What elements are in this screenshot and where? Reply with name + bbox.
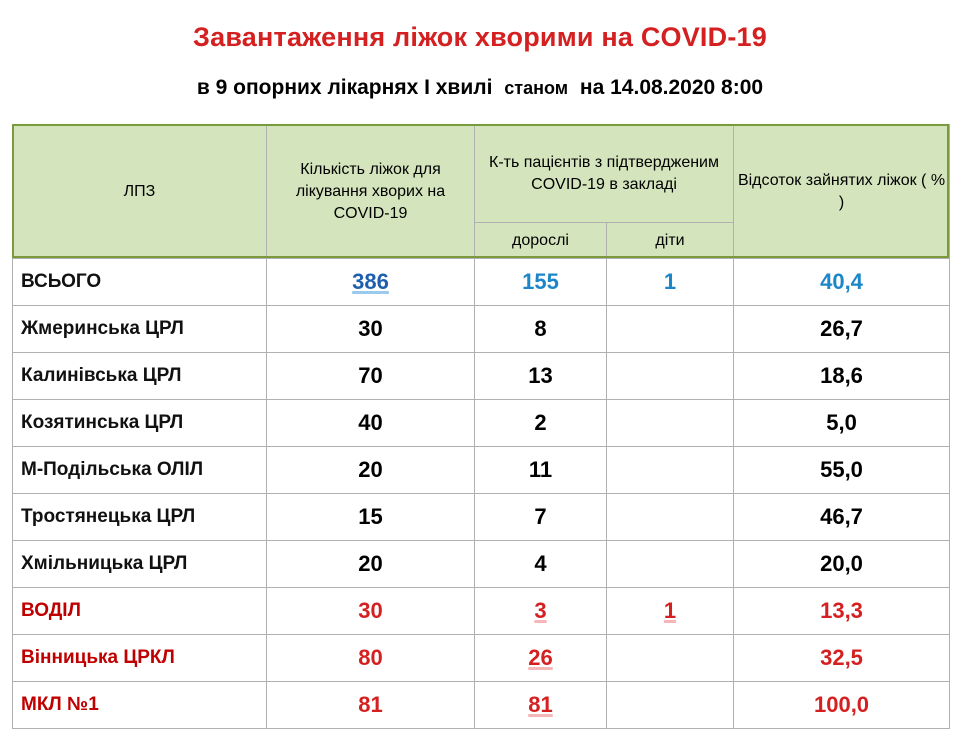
row-children [607, 635, 734, 682]
row-percent: 55,0 [734, 447, 950, 494]
header-beds: Кількість ліжок для лікування хворих на COVID-19 [267, 125, 475, 259]
row-percent: 32,5 [734, 635, 950, 682]
row-name: Жмеринська ЦРЛ [13, 306, 267, 353]
row-children [607, 494, 734, 541]
row-children: 1 [607, 259, 734, 306]
row-beds: 20 [267, 447, 475, 494]
row-percent: 18,6 [734, 353, 950, 400]
header-adults: дорослі [475, 223, 607, 259]
row-name: МКЛ №1 [13, 682, 267, 729]
row-percent: 20,0 [734, 541, 950, 588]
row-name: ВСЬОГО [13, 259, 267, 306]
row-name: Вінницька ЦРКЛ [13, 635, 267, 682]
table-row [13, 541, 950, 588]
table-row [13, 588, 950, 635]
row-adults: 11 [475, 447, 607, 494]
row-percent: 40,4 [734, 259, 950, 306]
bed-occupancy-table [12, 124, 950, 729]
row-adults: 7 [475, 494, 607, 541]
page-subtitle [0, 76, 960, 100]
table-row [13, 400, 950, 447]
row-beds: 15 [267, 494, 475, 541]
row-adults: 155 [475, 259, 607, 306]
row-adults: 2 [475, 400, 607, 447]
row-beds: 80 [267, 635, 475, 682]
row-children [607, 353, 734, 400]
row-children [607, 447, 734, 494]
row-percent: 46,7 [734, 494, 950, 541]
row-adults: 26 [475, 635, 607, 682]
row-name: М-Подільська ОЛІЛ [13, 447, 267, 494]
row-beds: 70 [267, 353, 475, 400]
row-beds: 20 [267, 541, 475, 588]
table-row [13, 353, 950, 400]
row-name: ВОДІЛ [13, 588, 267, 635]
row-children: 1 [607, 588, 734, 635]
table-row [13, 259, 950, 306]
row-adults: 13 [475, 353, 607, 400]
table-row [13, 494, 950, 541]
subtitle-date: на 14.08.2020 8:00 [579, 76, 764, 99]
row-adults: 8 [475, 306, 607, 353]
row-name: Калинівська ЦРЛ [13, 353, 267, 400]
row-name: Козятинська ЦРЛ [13, 400, 267, 447]
row-name: Тростянецька ЦРЛ [13, 494, 267, 541]
page-title: Завантаження ліжок хворими на COVID-19 [193, 22, 767, 52]
row-beds: 81 [267, 682, 475, 729]
subtitle-main: в 9 опорних лікарнях І хвилі [196, 76, 493, 99]
table-row [13, 447, 950, 494]
table-row [13, 682, 950, 729]
header-lpz: ЛПЗ [13, 125, 267, 259]
subtitle-as-of: станом [504, 78, 569, 98]
row-children [607, 541, 734, 588]
header-children: діти [607, 223, 734, 259]
row-adults: 4 [475, 541, 607, 588]
row-beds: 30 [267, 306, 475, 353]
row-name: Хмільницька ЦРЛ [13, 541, 267, 588]
row-children [607, 306, 734, 353]
row-adults: 81 [475, 682, 607, 729]
row-percent: 5,0 [734, 400, 950, 447]
row-children [607, 682, 734, 729]
row-percent: 26,7 [734, 306, 950, 353]
row-percent: 100,0 [734, 682, 950, 729]
table-row [13, 306, 950, 353]
header-patients: К-ть пацієнтів з підтвердженим COVID-19 в закладі [475, 125, 734, 223]
header-percent: Відсоток зайнятих ліжок ( % ) [734, 125, 950, 259]
row-beds: 40 [267, 400, 475, 447]
row-beds: 30 [267, 588, 475, 635]
row-adults: 3 [475, 588, 607, 635]
table-row [13, 635, 950, 682]
row-percent: 13,3 [734, 588, 950, 635]
row-children [607, 400, 734, 447]
row-beds: 386 [267, 259, 475, 306]
